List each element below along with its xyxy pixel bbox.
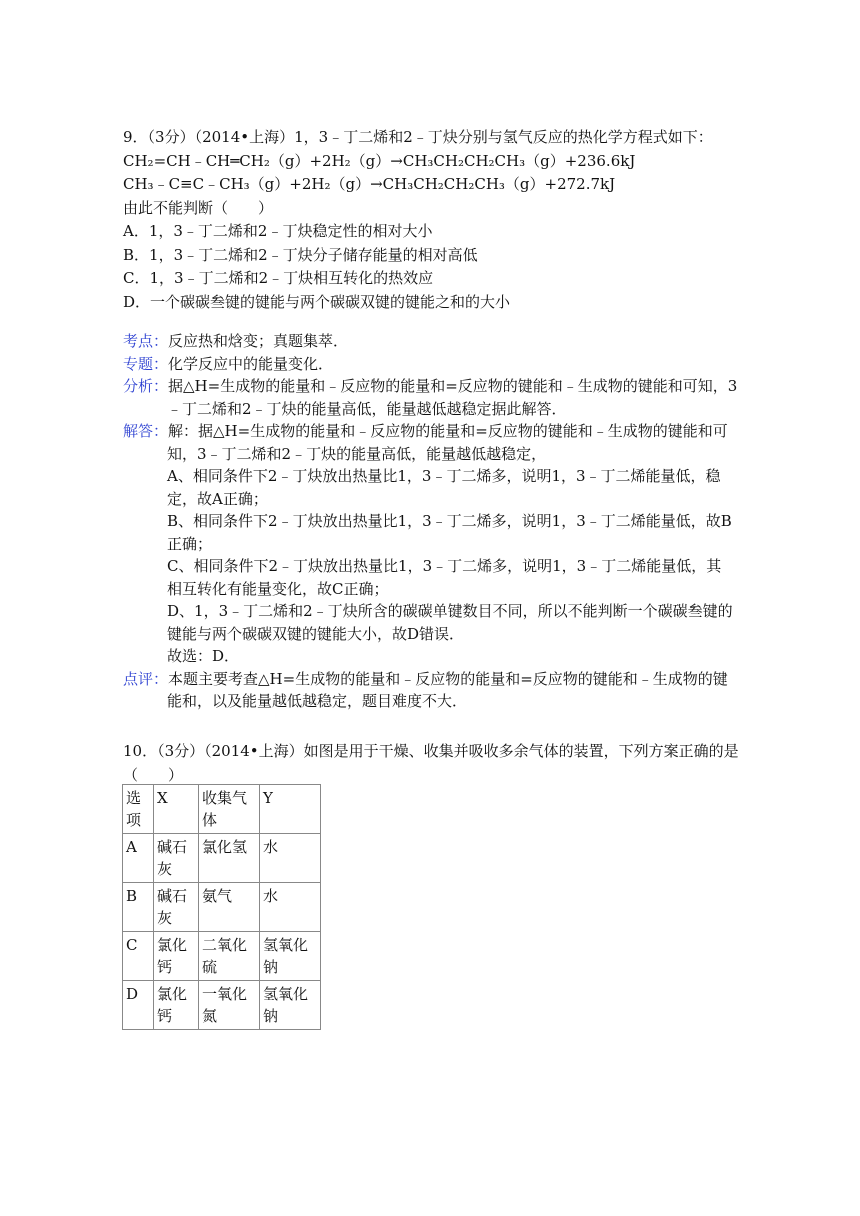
table-cell: 二氧化硫 <box>199 932 260 981</box>
zhuanti-row <box>123 353 743 376</box>
jieda-line-4: 定，故A正确； <box>167 489 268 508</box>
table-cell: 氢氧化钠 <box>260 932 321 981</box>
jieda-line-6: 正确； <box>167 534 213 553</box>
table-cell: A <box>123 834 154 883</box>
table-cell: 氯化钙 <box>154 981 199 1030</box>
fenxi-text-2: ﹣丁二烯和2﹣丁炔的能量高低，能量越低越稳定据此解答． <box>167 399 567 418</box>
table-cell: 碱石灰 <box>154 834 199 883</box>
table-cell: C <box>123 932 154 981</box>
header-cell: Y <box>260 785 321 834</box>
table-cell: 氯化钙 <box>154 932 199 981</box>
table-header-row <box>123 785 321 834</box>
table-row <box>123 883 321 932</box>
q9-equation-1: CH₂=CH﹣CH═CH₂（g）+2H₂（g）→CH₃CH₂CH₂CH₃（g）+236.6kJ <box>123 151 636 170</box>
table-cell: B <box>123 883 154 932</box>
jieda-line-9: D、1，3﹣丁二烯和2﹣丁炔所含的碳碳单键数目不同，所以不能判断一个碳碳叁键的 <box>167 602 733 620</box>
jieda-line-3: A、相同条件下2﹣丁炔放出热量比1，3﹣丁二烯多，说明1，3﹣丁二烯能量低，稳 <box>167 467 721 485</box>
table-cell: 氯化氢 <box>199 834 260 883</box>
dianping-text-2: 能和，以及能量越低越稳定，题目难度不大． <box>167 692 468 710</box>
table-cell: D <box>123 981 154 1030</box>
fenxi-row <box>123 375 743 398</box>
jieda-line-11: 故选：D． <box>167 647 240 665</box>
table-cell: 氨气 <box>199 883 260 932</box>
jieda-line-5: B、相同条件下2﹣丁炔放出热量比1，3﹣丁二烯多，说明1，3﹣丁二烯能量低，故B <box>167 512 732 530</box>
table-row <box>123 981 321 1030</box>
fenxi-text-1: 据△H=生成物的能量和﹣反应物的能量和=反应物的键能和﹣生成物的键能和可知，3 <box>168 377 738 395</box>
table-cell: 水 <box>260 834 321 883</box>
table-cell: 一氧化氮 <box>199 981 260 1030</box>
jieda-line-7: C、相同条件下2﹣丁炔放出热量比1，3﹣丁二烯多，说明1，3﹣丁二烯能量低，其 <box>167 557 722 575</box>
table-cell: 氢氧化钠 <box>260 981 321 1030</box>
q9-analysis <box>123 330 743 713</box>
q9-option-c: C．1，3﹣丁二烯和2﹣丁炔相互转化的热效应 <box>123 269 434 287</box>
jieda-label: 解答： <box>123 422 169 440</box>
zhuanti-label: 专题： <box>123 354 169 373</box>
dianping-row <box>123 668 743 691</box>
zhuanti-text: 化学反应中的能量变化． <box>168 354 334 373</box>
q9-equation-2: CH₃﹣C≡C﹣CH₃（g）+2H₂（g）→CH₃CH₂CH₂CH₃（g）+272.7kJ <box>123 175 616 193</box>
kaodian-text: 反应热和焓变；真题集萃． <box>168 332 349 350</box>
fenxi-label: 分析： <box>123 377 169 395</box>
q10-blank: （ ） <box>123 765 184 784</box>
q9-option-a: A．1，3﹣丁二烯和2﹣丁炔稳定性的相对大小 <box>123 222 433 240</box>
q9-stem: 9．（3分）（2014•上海）1，3﹣丁二烯和2﹣丁炔分别与氢气反应的热化学方程式如下： <box>123 128 713 146</box>
q9-ask: 由此不能判断（ ） <box>123 198 274 217</box>
q9-option-d: D．一个碳碳叁键的键能与两个碳碳双键的键能之和的大小 <box>123 292 511 311</box>
header-cell: 选项 <box>123 785 154 834</box>
dianping-label: 点评： <box>123 669 169 688</box>
header-cell: 收集气体 <box>199 785 260 834</box>
table-row <box>123 834 321 883</box>
q9-option-b: B．1，3﹣丁二烯和2﹣丁炔分子储存能量的相对高低 <box>123 245 478 264</box>
jieda-line-1: 解：据△H=生成物的能量和﹣反应物的能量和=反应物的键能和﹣生成物的键能和可 <box>168 422 728 440</box>
dianping-text-1: 本题主要考查△H=生成物的能量和﹣反应物的能量和=反应物的键能和﹣生成物的键 <box>168 669 728 688</box>
table-cell: 碱石灰 <box>154 883 199 932</box>
header-cell: X <box>154 785 199 834</box>
jieda-line-2: 知，3﹣丁二烯和2﹣丁炔的能量高低，能量越低越稳定， <box>167 444 547 463</box>
q10-stem: 10．（3分）（2014•上海）如图是用于干燥、收集并吸收多余气体的装置，下列方案正确的是 <box>123 742 739 760</box>
table-cell: 水 <box>260 883 321 932</box>
kaodian-label: 考点： <box>123 332 169 350</box>
jieda-line-10: 键能与两个碳碳双键的键能大小，故D错误． <box>167 624 465 643</box>
table-row <box>123 932 321 981</box>
question-9 <box>123 126 743 314</box>
options-table <box>122 784 321 1030</box>
kaodian-row <box>123 330 743 353</box>
jieda-line-8: 相互转化有能量变化，故C正确； <box>167 579 389 598</box>
question-10 <box>123 740 743 787</box>
jieda-row <box>123 420 743 443</box>
